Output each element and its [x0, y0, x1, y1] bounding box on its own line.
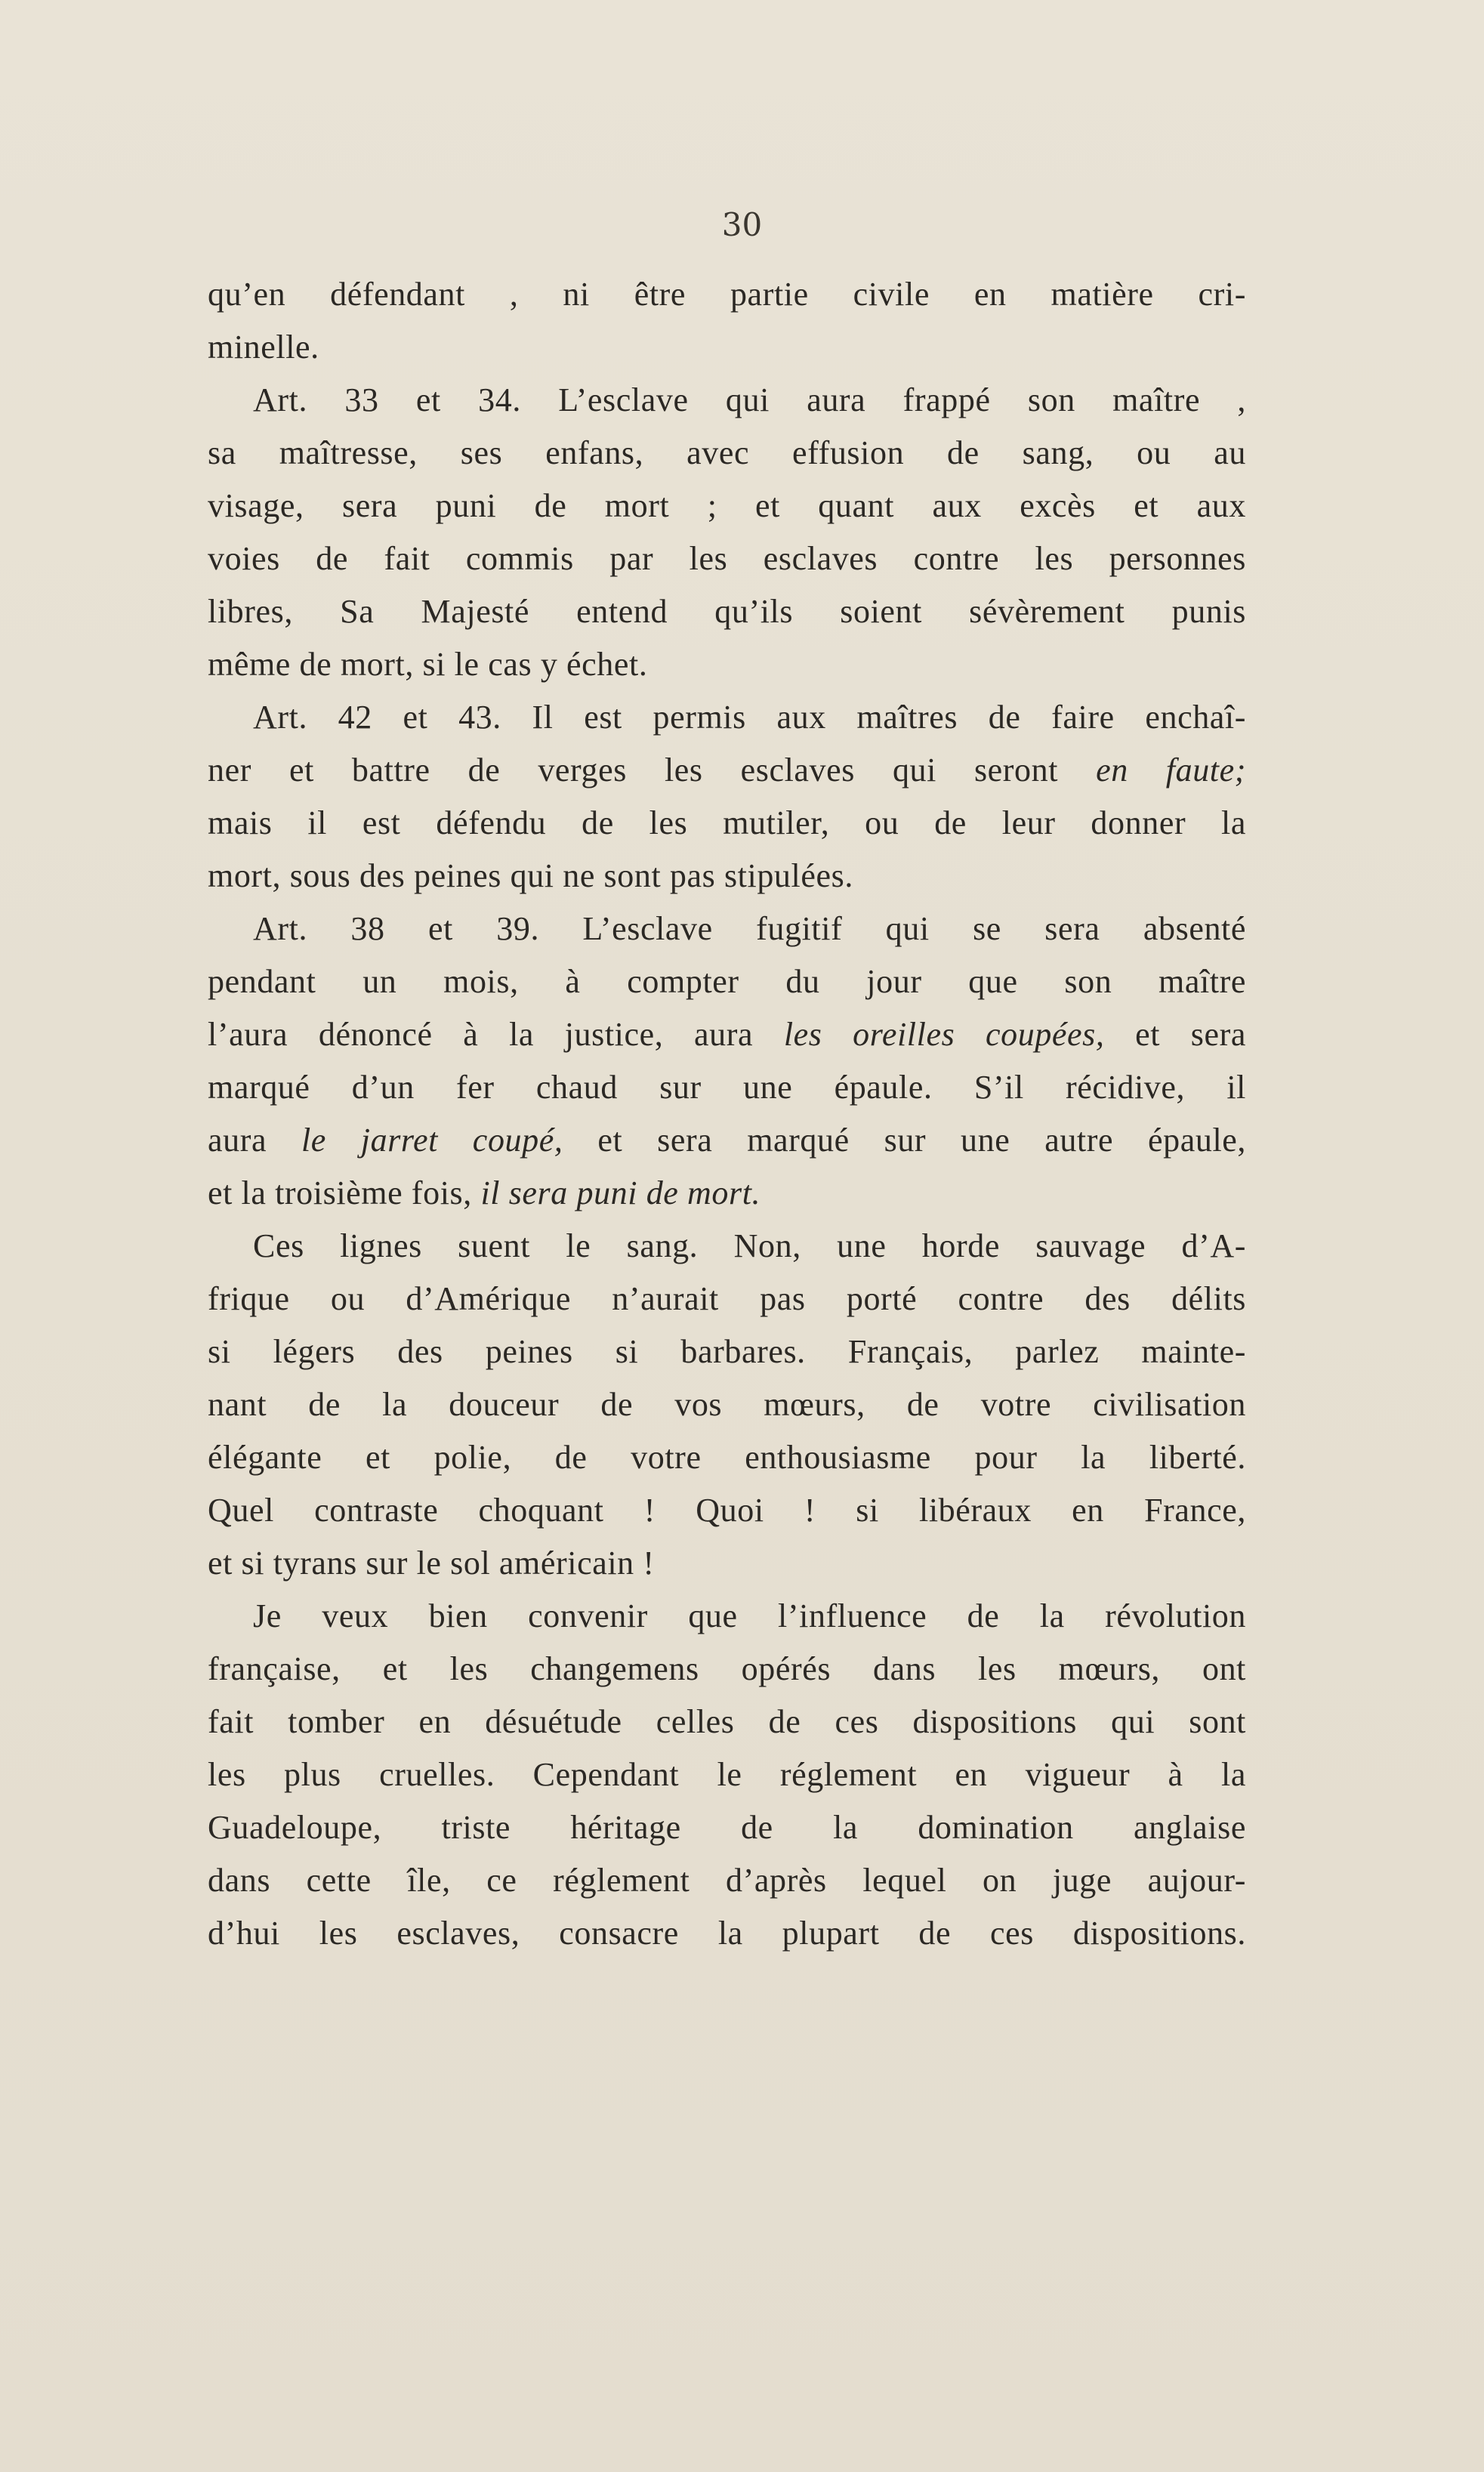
text-line [208, 1907, 1246, 1960]
text-run: les plus cruelles. Cependant le réglement en vigueur à la [208, 1756, 1246, 1793]
text-line [208, 1061, 1246, 1114]
text-line [208, 1378, 1246, 1431]
text-run: Art. 38 et 39. L’esclave fugitif qui se sera absenté [253, 910, 1246, 947]
text-line [208, 1696, 1246, 1748]
body-text [208, 268, 1246, 1960]
text-run: et sera [1104, 1016, 1246, 1053]
text-line [208, 1273, 1246, 1325]
text-run: aura [208, 1122, 301, 1159]
text-run: Ces lignes suent le sang. Non, une horde sauvage d’A- [253, 1227, 1246, 1264]
text-run: Je veux bien convenir que l’influence de la révolution [253, 1597, 1246, 1634]
text-line [208, 1220, 1246, 1273]
text-line [208, 744, 1246, 797]
text-run: française, et les changemens opérés dans les mœurs, ont [208, 1650, 1246, 1687]
text-run: et la troisième fois, [208, 1174, 481, 1211]
text-run: sa maîtresse, ses enfans, avec effusion de sang, ou au [208, 434, 1246, 471]
text-line [208, 1748, 1246, 1801]
text-line [208, 1167, 1246, 1220]
text-run: Guadeloupe, triste héritage de la domination anglaise [208, 1809, 1246, 1846]
text-run: Art. 42 et 43. Il est permis aux maîtres de faire enchaî- [253, 699, 1246, 736]
text-run: marqué d’un fer chaud sur une épaule. S’il récidive, il [208, 1069, 1246, 1106]
text-run: Art. 33 et 34. L’esclave qui aura frappé son maître , [253, 381, 1246, 418]
text-run: dans cette île, ce réglement d’après lequel on juge aujour- [208, 1862, 1246, 1899]
text-run: même de mort, si le cas y échet. [208, 646, 648, 683]
text-run: minelle. [208, 329, 319, 366]
text-line [208, 1114, 1246, 1167]
text-run: qu’en défendant , ni être partie civile en matière cri- [208, 276, 1246, 313]
text-line [208, 480, 1246, 532]
text-line [208, 1431, 1246, 1484]
text-run: et sera marqué sur une autre épaule, [563, 1122, 1246, 1159]
text-line [208, 427, 1246, 480]
text-line [208, 585, 1246, 638]
page-number: 30 [721, 206, 763, 243]
text-run: libres, Sa Majesté entend qu’ils soient sévèrement punis [208, 593, 1246, 630]
text-run: ner et battre de verges les esclaves qui seront [208, 751, 1097, 789]
text-run: l’aura dénoncé à la justice, aura [208, 1016, 784, 1053]
text-run: mort, sous des peines qui ne sont pas stipulées. [208, 857, 853, 894]
text-run: visage, sera puni de mort ; et quant aux excès et aux [208, 487, 1246, 524]
text-run: si légers des peines si barbares. Français, parlez mainte- [208, 1333, 1246, 1370]
text-line [208, 374, 1246, 427]
italic-run: il sera puni de mort. [480, 1174, 761, 1211]
text-run: élégante et polie, de votre enthousiasme pour la liberté. [208, 1439, 1246, 1476]
text-line [208, 321, 1246, 374]
text-run: Quel contraste choquant ! Quoi ! si libéraux en France, [208, 1492, 1246, 1529]
italic-run: les oreilles coupées, [783, 1016, 1105, 1053]
text-line [208, 1537, 1246, 1590]
text-line [208, 1854, 1246, 1907]
text-run: et si tyrans sur le sol américain ! [208, 1545, 655, 1582]
text-line [208, 955, 1246, 1008]
text-run: mais il est défendu de les mutiler, ou de leur donner la [208, 804, 1246, 841]
text-run: nant de la douceur de vos mœurs, de votre civilisation [208, 1386, 1246, 1423]
text-line [208, 638, 1246, 691]
italic-run: en faute; [1096, 751, 1246, 789]
text-line [208, 532, 1246, 585]
text-line [208, 1643, 1246, 1696]
text-line [208, 1325, 1246, 1378]
text-run: voies de fait commis par les esclaves contre les personnes [208, 540, 1246, 577]
text-line [208, 797, 1246, 850]
text-line [208, 1008, 1246, 1061]
text-run: pendant un mois, à compter du jour que son maître [208, 963, 1246, 1000]
italic-run: le jarret coupé, [301, 1122, 563, 1159]
text-line [208, 1484, 1246, 1537]
text-run: frique ou d’Amérique n’aurait pas porté contre des délits [208, 1280, 1246, 1317]
text-line [208, 850, 1246, 903]
text-line [208, 691, 1246, 744]
text-line [208, 903, 1246, 955]
text-line [208, 268, 1246, 321]
text-line [208, 1801, 1246, 1854]
text-run: fait tomber en désuétude celles de ces dispositions qui sont [208, 1703, 1246, 1740]
text-run: d’hui les esclaves, consacre la plupart de ces dispositions. [208, 1915, 1246, 1952]
text-line [208, 1590, 1246, 1643]
